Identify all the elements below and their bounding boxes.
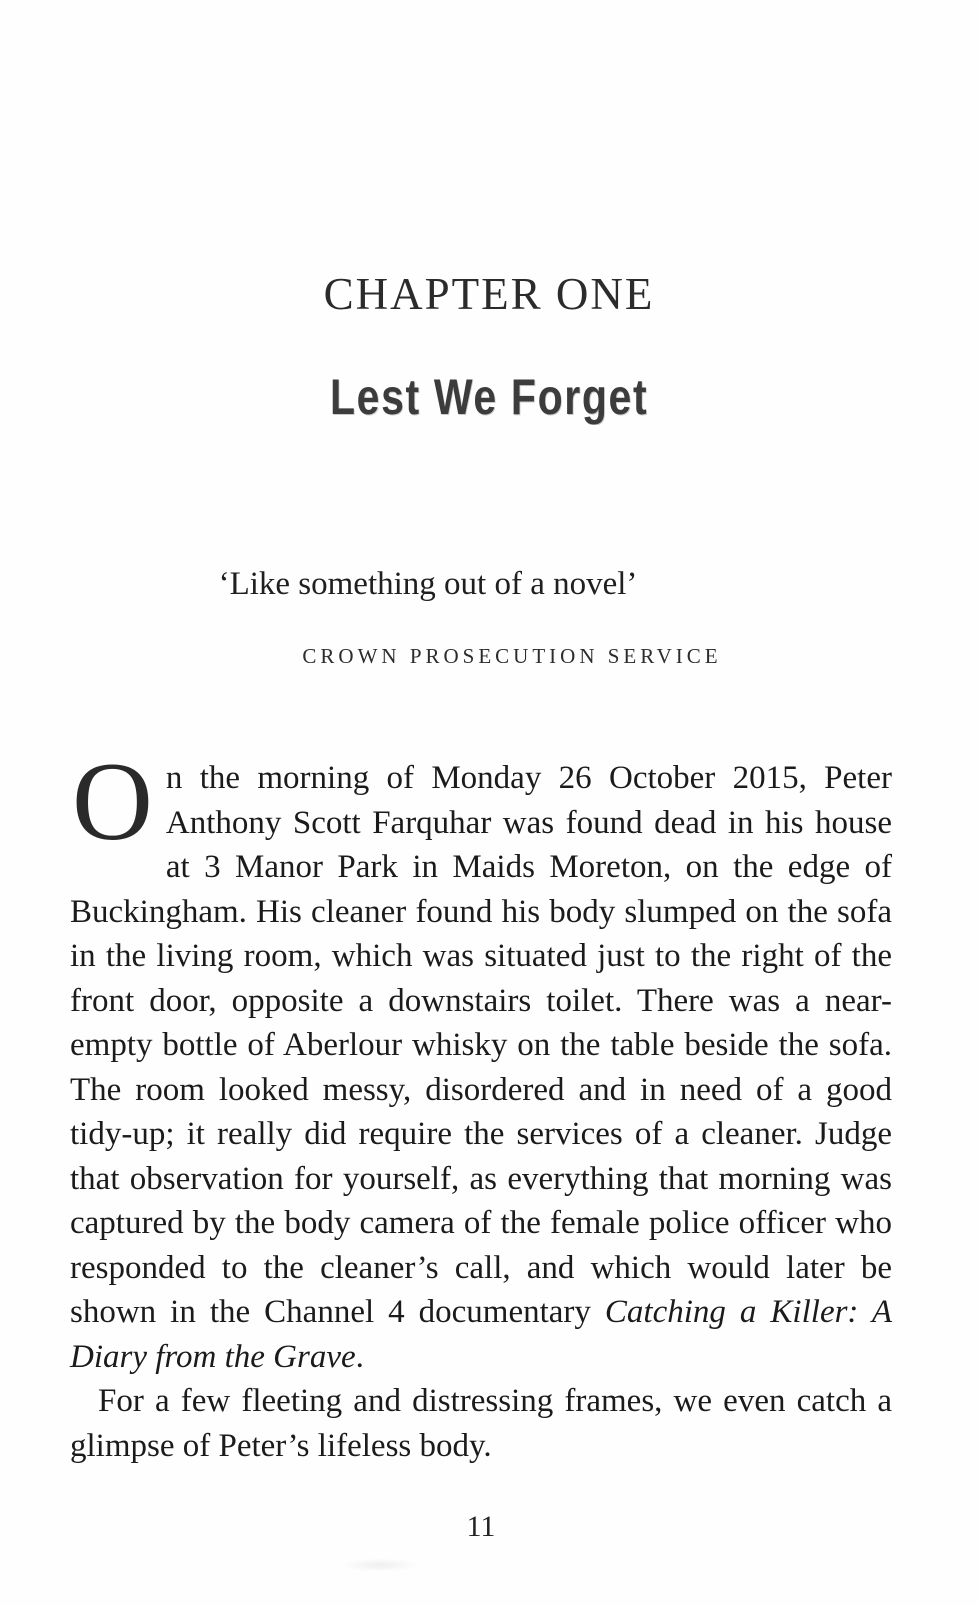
body-text	[70, 740, 892, 1468]
page-number: 11	[466, 1510, 496, 1543]
epigraph-attribution: CROWN PROSECUTION SERVICE	[302, 644, 722, 668]
scan-smudge	[340, 1558, 420, 1572]
epigraph-quote: ‘Like something out of a novel’	[218, 566, 638, 602]
paragraph-one-text: n the morning of Monday 26 October 2015, Peter Anthony Scott Farquhar was found dead in his house at 3 Manor Park in Maids Moreton, on the edge of Buckingham. His cleaner found his body slumped on the sofa in the living room, which was situated just to the right of the front door, opposite a downstairs toilet. There was a near-empty bottle of Aberlour whisky on the table beside the sofa. The room looked messy, disordered and in need of a good tidy-up; it really did require the services of a cleaner. Judge that observation for yourself, as everything that morning was captured by the body camera of the female police officer who responded to the cleaner’s call, and which would later be shown in the Channel 4 documentary	[70, 760, 892, 1330]
chapter-title-text: Lest We Forget	[329, 369, 649, 425]
paragraph-one-end: .	[355, 1338, 364, 1375]
documentary-title: Catching a Killer: A Diary from the Grave	[70, 1294, 892, 1375]
paragraph-two: For a few fleeting and distressing frames, we even catch a glimpse of Peter’s lifeless body.	[70, 1383, 892, 1464]
drop-cap: O	[72, 740, 153, 864]
paragraph-one	[70, 740, 892, 1379]
chapter-title	[0, 368, 978, 426]
chapter-label: CHAPTER ONE	[323, 269, 655, 319]
